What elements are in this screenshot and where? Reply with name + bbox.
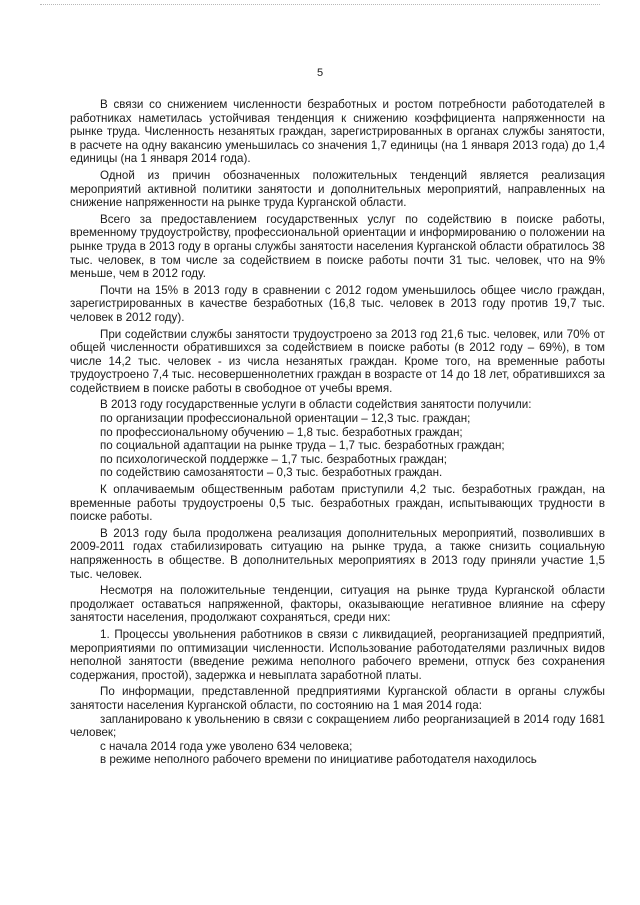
paragraph: К оплачиваемым общественным работам приступили 4,2 тыс. безработных граждан, на временные работы трудоустроены 0,5 тыс. безработных граждан, испытывающих трудности в поиске работы. [70,483,605,524]
paragraph: В 2013 году была продолжена реализация дополнительных мероприятий, позволивших в 2009-2011 годах стабилизировать ситуацию на рынке труда, а также снизить социальную напряженность в обществе. В дополнительных мероприятиях в 2013 году приняли участие 1,5 тыс. человек. [70,526,605,581]
paragraph: В связи со снижением численности безработных и ростом потребности работодателей в работниках наметилась устойчивая тенденция к снижению коэффициента напряженности на рынке труда. Численность незанятых граждан, зарегистрированных в органах службы занятости, в расчете на одну вакансию уменьшилась со значения 1,7 единицы (на 1 января 2013 года) до 1,4 единицы (на 1 января 2014 года). [70,98,605,166]
list-item: по психологической поддержке – 1,7 тыс. безработных граждан; [100,452,447,466]
paragraph: По информации, представленной предприятиями Курганской области в органы службы занятости населения Курганской области, по состоянию на 1 мая 2014 года: [70,685,605,712]
paragraph: в режиме неполного рабочего времени по инициативе работодателя находилось [100,753,537,767]
paragraph: В 2013 году государственные услуги в области содействия занятости получили: [100,398,532,412]
list-item: по организации профессиональной ориентации – 12,3 тыс. граждан; [100,412,471,426]
list-item: по социальной адаптации на рынке труда – 1,7 тыс. безработных граждан; [100,439,505,453]
list-item: по профессиональному обучению – 1,8 тыс. безработных граждан; [100,425,463,439]
scan-top-edge [40,4,600,5]
page-number: 5 [316,67,324,79]
paragraph: запланировано к увольнению в связи с сокращением либо реорганизацией в 2014 году 1681 человек; [70,712,605,740]
paragraph: Несмотря на положительные тенденции, ситуация на рынке труда Курганской области продолжает оставаться напряженной, факторы, оказывающие негативное влияние на сферу занятости населения, продолжают сохраняться, среди них: [70,584,605,625]
paragraph: 1. Процессы увольнения работников в связи с ликвидацией, реорганизацией предприятий, мероприятиями по оптимизации численности. Использование работодателями различных видов неполной занятости (введение режима неполного рабочего времени, отпуск без сохранения содержания, простой), задержка и невыплата заработной платы. [70,627,605,682]
list-item: по содействию самозанятости – 0,3 тыс. безработных граждан. [100,466,443,480]
paragraph: Всего за предоставлением государственных услуг по содействию в поиске работы, временному трудоустройству, профессиональной ориентации и информированию о положении на рынке труда в 2013 году в органы службы занятости населения Курганской области обратилось 38 тыс. человек, в том числе за содействием в поиске работы почти 31 тыс. человек, что на 9% меньше, чем в 2012 году. [70,212,605,281]
paragraph: При содействии службы занятости трудоустроено за 2013 год 21,6 тыс. человек, или 70% от общей численности обратившихся за содействием в поиске работы (в 2012 году – 69%), в том числе 14,2 тыс. человек - из числа незанятых граждан. Кроме того, на временные работы трудоустроено 7,4 тыс. несовершеннолетних граждан в возрасте от 14 до 18 лет, обратившихся за содействием в поиске работы в свободное от учебы время. [70,327,605,395]
document-body [70,98,605,767]
paragraph: с начала 2014 года уже уволено 634 человека; [100,739,353,753]
paragraph: Одной из причин обозначенных положительных тенденций является реализация мероприятий активной политики занятости и дополнительных мероприятий, направленных на снижение напряженности на рынке труда Курганской области. [70,168,605,210]
paragraph: Почти на 15% в 2013 году в сравнении с 2012 годом уменьшилось общее число граждан, зарегистрированных в качестве безработных (16,8 тыс. человек в 2013 году против 19,7 тыс. человек в 2012 году). [70,283,605,324]
